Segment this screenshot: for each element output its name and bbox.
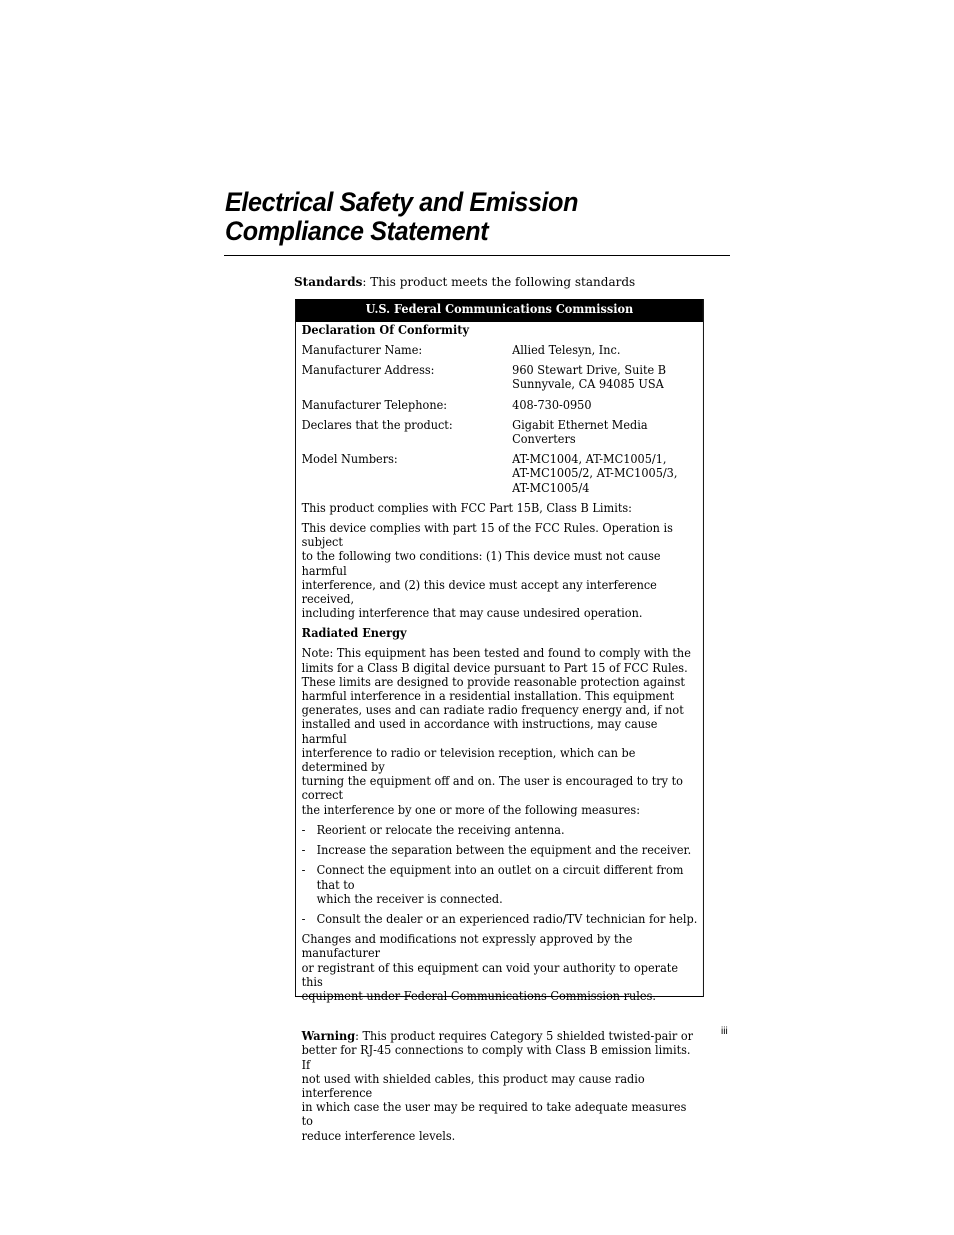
info-key: Declares that the product:	[301, 417, 453, 432]
info-row	[302, 398, 698, 412]
bullet-line: which the receiver is connected.	[316, 891, 503, 906]
bullet-line: Increase the separation between the equipment and the receiver.	[316, 843, 692, 858]
conditions-line: including interference that may cause undesired operation.	[301, 606, 643, 621]
note-line: turning the equipment off and on. The user is encouraged to try to correct	[301, 774, 683, 803]
warning-line: reduce interference levels.	[301, 1128, 456, 1143]
spacer	[302, 1009, 698, 1029]
note-line: generates, uses and can radiate radio frequency energy and, if not	[301, 703, 684, 718]
info-value-line: AT-MC1004, AT-MC1005/1,	[512, 452, 667, 467]
bullet-dash: -	[301, 863, 306, 878]
title-rule	[224, 255, 730, 256]
fcc-box-body	[296, 323, 703, 1143]
bullet-line: Reorient or relocate the receiving antenna.	[316, 822, 565, 837]
conditions-line: interference, and (2) this device must accept any interference received,	[301, 577, 657, 607]
changes-line: or registrant of this equipment can void your authority to operate this	[301, 960, 679, 989]
note-line: limits for a Class B digital device pursuant to Part 15 of FCC Rules.	[301, 660, 688, 675]
list-item	[302, 912, 698, 926]
bullet-text	[317, 912, 698, 926]
bullet-dash: -	[301, 911, 306, 926]
declaration-heading: Declaration Of Conformity	[301, 323, 470, 337]
info-row	[302, 452, 698, 495]
info-value	[512, 418, 697, 446]
note-line: installed and used in accordance with instructions, may cause harmful	[301, 717, 658, 746]
note-line: Note: This equipment has been tested and found to comply with the	[301, 646, 691, 661]
standards-text: : This product meets the following standards	[362, 275, 636, 289]
bullet-text	[317, 843, 698, 857]
warning-line: not used with shielded cables, this product may cause radio interference	[301, 1071, 645, 1100]
warning-line: better for RJ-45 connections to comply with Class B emission limits. If	[301, 1043, 691, 1072]
info-key: Manufacturer Telephone:	[301, 397, 448, 412]
changes-paragraph	[302, 932, 698, 1003]
page-title: Electrical Safety and Emission Compliance Statement	[225, 187, 579, 246]
note-paragraph	[302, 646, 698, 816]
list-item	[302, 843, 698, 857]
info-value-line: Gigabit Ethernet Media	[512, 417, 648, 432]
note-line: These limits are designed to provide reasonable protection against	[301, 674, 685, 689]
bullet-line: Connect the equipment into an outlet on a circuit different from that to	[316, 863, 684, 892]
info-key: Manufacturer Name:	[301, 343, 423, 357]
conditions-line: This device complies with part 15 of the FCC Rules. Operation is subject	[301, 521, 673, 550]
radiated-energy-heading: Radiated Energy	[301, 626, 407, 641]
info-key: Model Numbers:	[301, 452, 398, 467]
conditions-paragraph	[302, 521, 698, 620]
info-key: Manufacturer Address:	[301, 363, 435, 378]
complies-line: This product complies with FCC Part 15B, Class B Limits:	[301, 500, 632, 515]
note-line: the interference by one or more of the following measures:	[301, 802, 641, 817]
info-value-line: Sunnyvale, CA 94085 USA	[512, 377, 664, 392]
info-value	[512, 398, 697, 412]
info-value-line: 408-730-0950	[512, 397, 592, 412]
info-value-line: 960 Stewart Drive, Suite B	[512, 363, 667, 378]
changes-line: Changes and modifications not expressly approved by the manufacturer	[301, 932, 633, 961]
note-line: interference to radio or television reception, which can be determined by	[301, 745, 636, 775]
info-value	[512, 452, 697, 495]
bullet-text	[317, 863, 698, 906]
standards-label: Standards	[294, 275, 363, 289]
fcc-box-header: U.S. Federal Communications Commission	[296, 300, 703, 322]
info-value-line: AT-MC1005/2, AT-MC1005/3,	[512, 466, 678, 481]
fcc-box	[295, 299, 704, 1143]
info-value-line: Allied Telesyn, Inc.	[512, 343, 621, 357]
warning-line: in which case the user may be required to take adequate measures to	[301, 1100, 687, 1129]
info-row	[302, 363, 698, 391]
warning-label: Warning	[301, 1029, 356, 1044]
changes-line: equipment under Federal Communications Commission rules.	[301, 988, 656, 1003]
info-row	[302, 418, 698, 446]
info-value-line: AT-MC1005/4	[512, 480, 590, 495]
bullet-line: Consult the dealer or an experienced radio/TV technician for help.	[316, 911, 698, 926]
list-item	[302, 863, 698, 906]
info-value-line: Converters	[512, 432, 576, 447]
warning-paragraph	[302, 1029, 698, 1143]
info-value	[512, 343, 697, 357]
warning-line	[302, 1029, 698, 1043]
note-line: harmful interference in a residential installation. This equipment	[301, 689, 675, 704]
info-value	[512, 363, 697, 391]
bullet-dash: -	[301, 843, 306, 858]
list-item	[302, 823, 698, 837]
info-row	[302, 343, 698, 357]
warning-text: : This product requires Category 5 shielded twisted-pair or	[355, 1029, 694, 1044]
bullet-text	[317, 823, 698, 837]
bullet-dash: -	[301, 822, 306, 837]
conditions-line: to the following two conditions: (1) This device must not cause harmful	[301, 549, 661, 578]
page-number: iii	[721, 1026, 728, 1037]
standards-line	[294, 275, 635, 289]
